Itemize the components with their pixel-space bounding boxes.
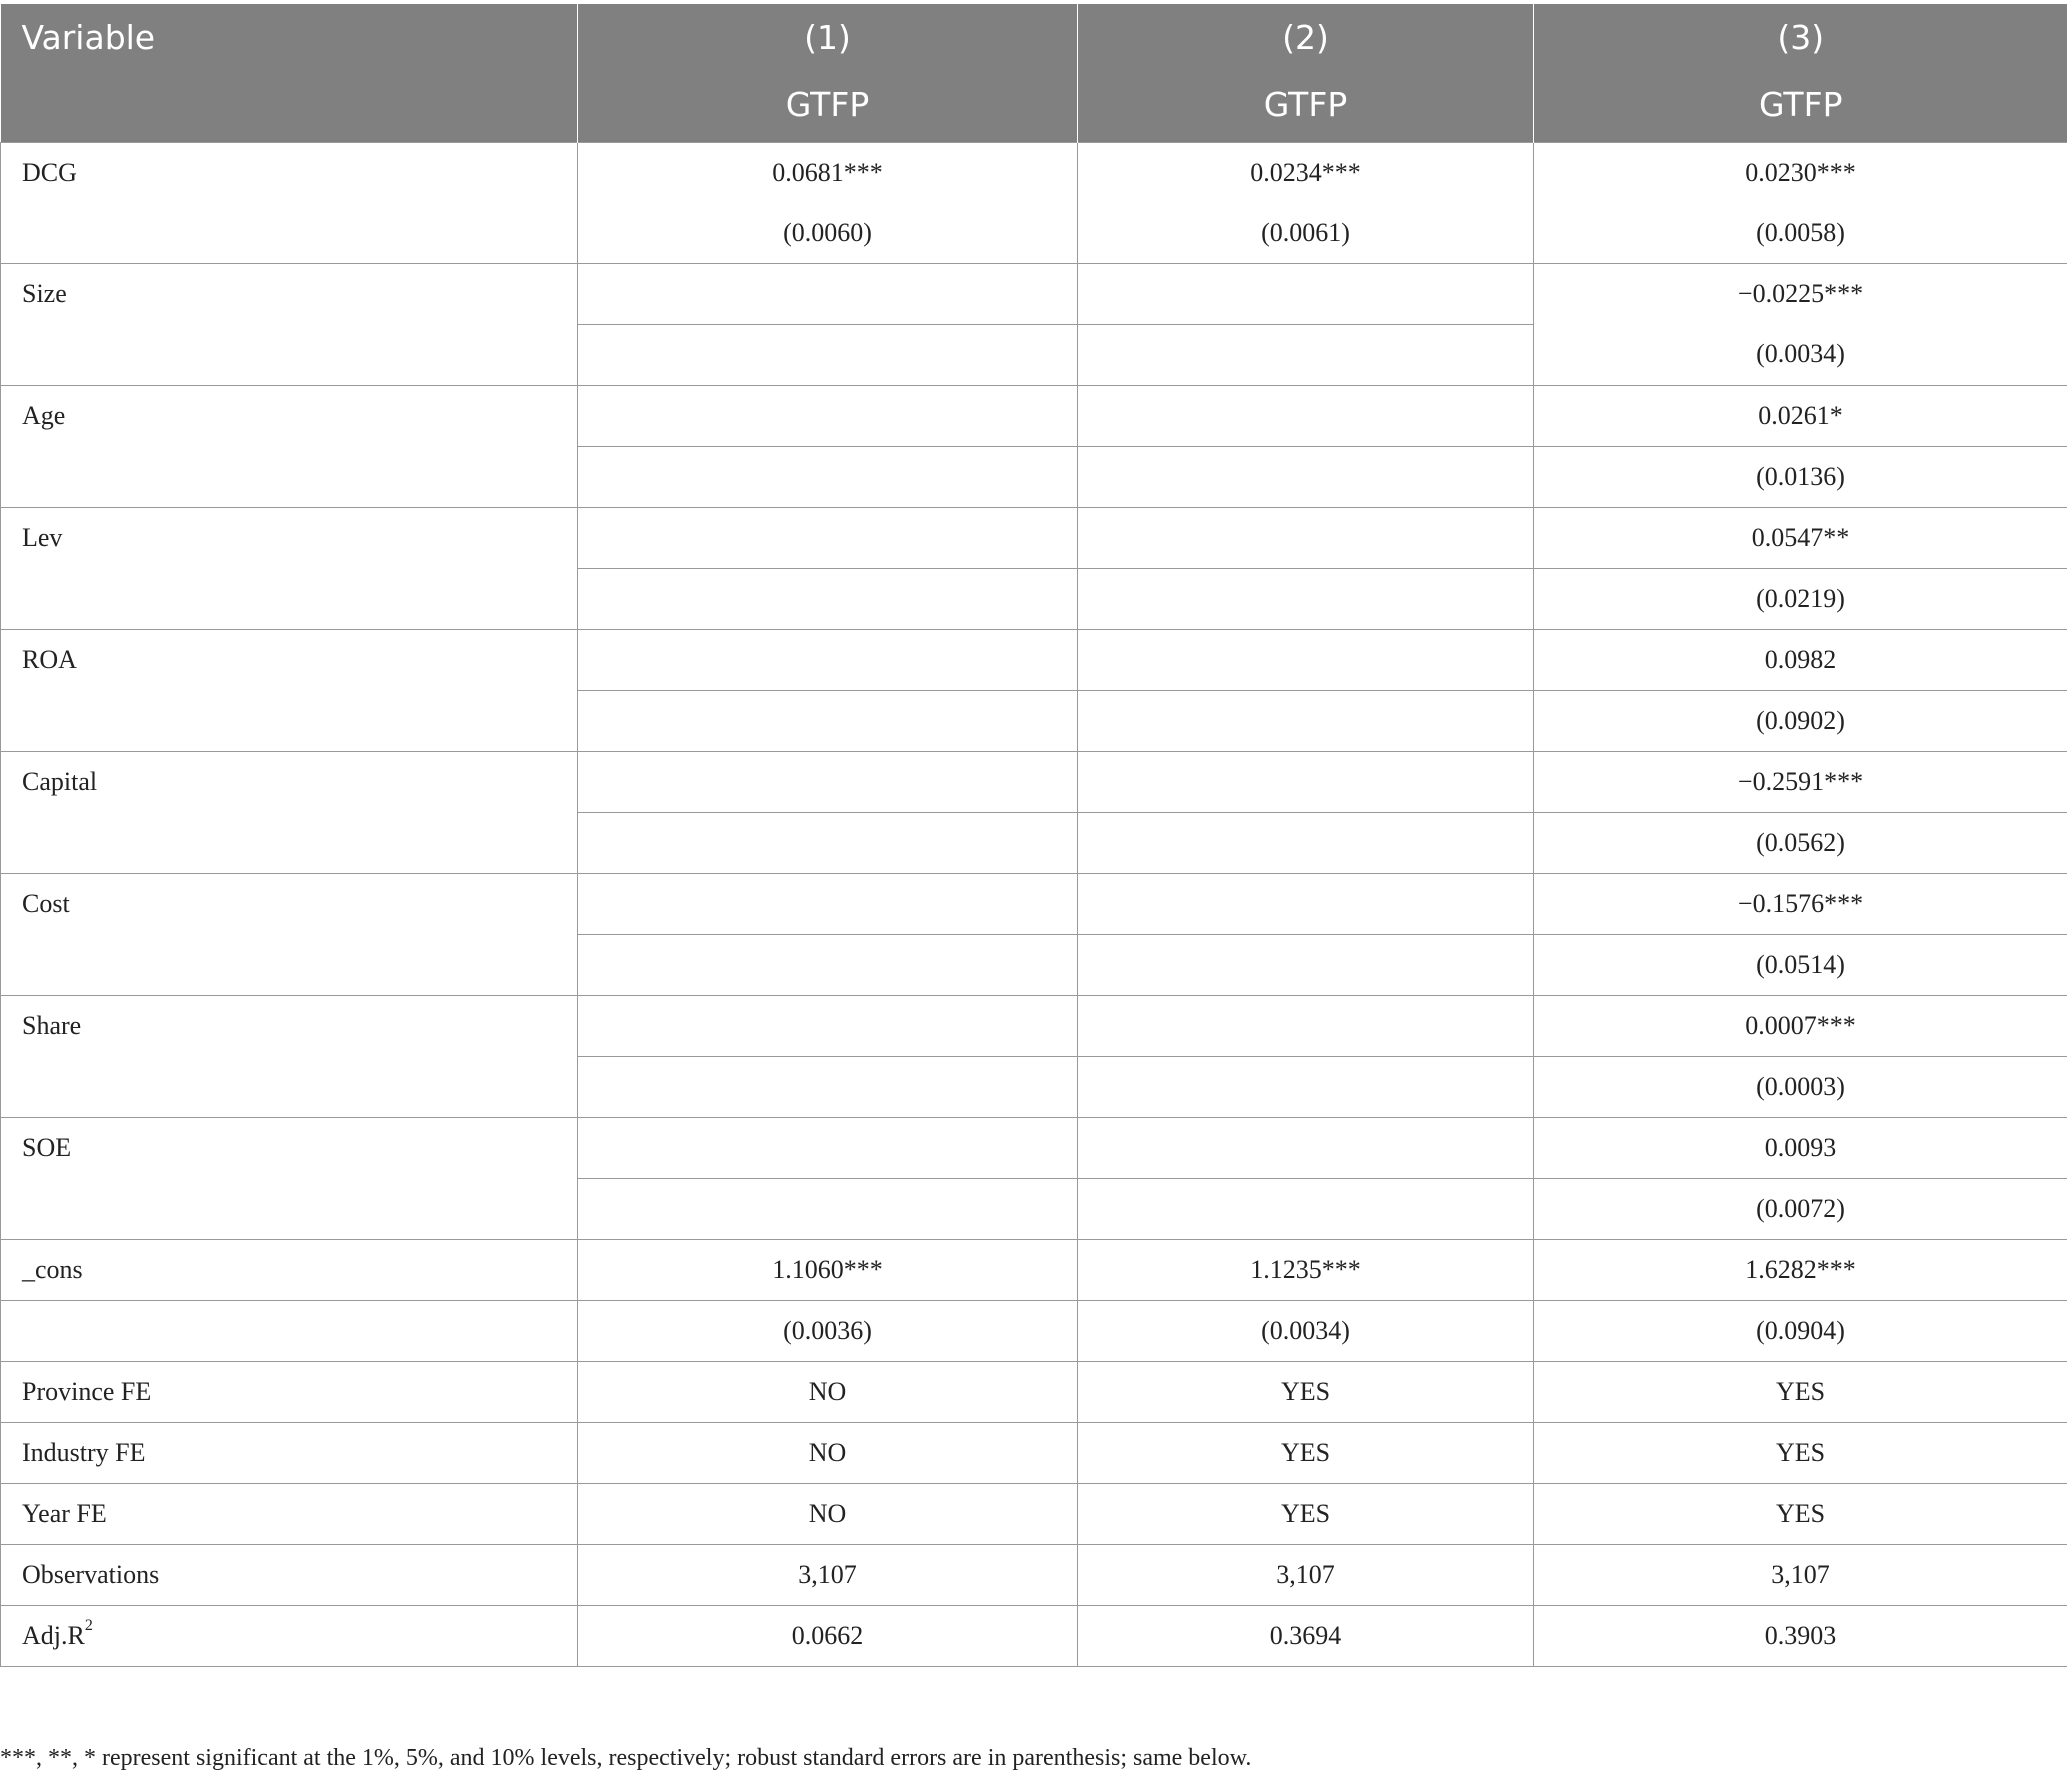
- dcg-coef-1: 0.0681***: [578, 143, 1078, 204]
- soe-coef-3: 0.0093: [1534, 1118, 2067, 1179]
- table-row-capital: [1, 752, 2067, 813]
- table-header: [1, 4, 2067, 143]
- capital-coef-2: [1078, 752, 1534, 813]
- cons-se-2: (0.0034): [1078, 1301, 1534, 1362]
- age-coef-1: [578, 386, 1078, 447]
- size-cell-3: [1534, 264, 2067, 386]
- age-coef-3: 0.0261*: [1534, 386, 2067, 447]
- table-row-adj-r2: [1, 1606, 2067, 1667]
- soe-coef-1: [578, 1118, 1078, 1179]
- size-se-1: [578, 325, 1078, 386]
- province-fe-2: YES: [1078, 1362, 1534, 1423]
- header-col-3-number: (3): [1777, 18, 1825, 57]
- dcg-se-3: (0.0058): [1534, 203, 2067, 264]
- lev-coef-3: 0.0547**: [1534, 508, 2067, 569]
- header-col-1-number: (1): [804, 18, 851, 57]
- row-label-year-fe: Year FE: [1, 1484, 578, 1545]
- industry-fe-1: NO: [578, 1423, 1078, 1484]
- header-col-1-dep: GTFP: [785, 85, 870, 124]
- age-coef-2: [1078, 386, 1534, 447]
- size-se-2: [1078, 325, 1534, 386]
- share-se-3: (0.0003): [1534, 1057, 2067, 1118]
- cost-coef-2: [1078, 874, 1534, 935]
- row-label-soe: SOE: [1, 1118, 578, 1240]
- row-label-industry-fe: Industry FE: [1, 1423, 578, 1484]
- cost-coef-3: −0.1576***: [1534, 874, 2067, 935]
- roa-se-3: (0.0902): [1534, 691, 2067, 752]
- regression-table: [0, 4, 2067, 1667]
- adj-r2-3: 0.3903: [1534, 1606, 2067, 1667]
- lev-coef-2: [1078, 508, 1534, 569]
- header-col-2-dep: GTFP: [1263, 85, 1348, 124]
- dcg-coef-3: 0.0230***: [1534, 143, 2067, 204]
- cost-se-1: [578, 935, 1078, 996]
- row-label-province-fe: Province FE: [1, 1362, 578, 1423]
- row-label-capital: Capital: [1, 752, 578, 874]
- cost-coef-1: [578, 874, 1078, 935]
- table-footnote: ***, **, * represent significant at the 1%, 5%, and 10% levels, respectively; robust standard errors are in parenthesis; same below.: [0, 1745, 1252, 1771]
- soe-se-3: (0.0072): [1534, 1179, 2067, 1240]
- lev-se-3: (0.0219): [1534, 569, 2067, 630]
- header-variable-label: Variable: [21, 18, 156, 57]
- table-row-year-fe: [1, 1484, 2067, 1545]
- dcg-se-2: (0.0061): [1078, 203, 1534, 264]
- size-coef-1: [578, 264, 1078, 325]
- age-se-3: (0.0136): [1534, 447, 2067, 508]
- row-label-cons: _cons: [1, 1240, 578, 1301]
- year-fe-2: YES: [1078, 1484, 1534, 1545]
- province-fe-1: NO: [578, 1362, 1078, 1423]
- roa-coef-1: [578, 630, 1078, 691]
- header-col-3: [1534, 4, 2067, 143]
- capital-se-3: (0.0562): [1534, 813, 2067, 874]
- soe-se-1: [578, 1179, 1078, 1240]
- size-se-3: (0.0034): [1756, 339, 1845, 368]
- age-se-1: [578, 447, 1078, 508]
- lev-se-1: [578, 569, 1078, 630]
- adj-r2-2: 0.3694: [1078, 1606, 1534, 1667]
- roa-se-1: [578, 691, 1078, 752]
- row-label-size: Size: [1, 264, 578, 386]
- row-label-cons-se: [1, 1301, 578, 1362]
- year-fe-3: YES: [1534, 1484, 2067, 1545]
- capital-se-1: [578, 813, 1078, 874]
- header-row: [1, 4, 2067, 143]
- table-row-size: [1, 264, 2067, 325]
- roa-se-2: [1078, 691, 1534, 752]
- share-se-2: [1078, 1057, 1534, 1118]
- table-row-observations: [1, 1545, 2067, 1606]
- table-row-cost: [1, 874, 2067, 935]
- cost-se-3: (0.0514): [1534, 935, 2067, 996]
- roa-coef-3: 0.0982: [1534, 630, 2067, 691]
- table-row-share: [1, 996, 2067, 1057]
- cons-coef-3: 1.6282***: [1534, 1240, 2067, 1301]
- share-se-1: [578, 1057, 1078, 1118]
- age-se-2: [1078, 447, 1534, 508]
- share-coef-2: [1078, 996, 1534, 1057]
- table-row-cons-se: [1, 1301, 2067, 1362]
- adj-r2-1: 0.0662: [578, 1606, 1078, 1667]
- row-label-adj-r2: [1, 1606, 578, 1667]
- header-col-2-number: (2): [1282, 18, 1329, 57]
- table-row-cons: [1, 1240, 2067, 1301]
- header-col-2: [1078, 4, 1534, 143]
- cons-se-1: (0.0036): [578, 1301, 1078, 1362]
- cost-se-2: [1078, 935, 1534, 996]
- industry-fe-3: YES: [1534, 1423, 2067, 1484]
- table-row-industry-fe: [1, 1423, 2067, 1484]
- table-body: [1, 143, 2067, 1667]
- table-row-province-fe: [1, 1362, 2067, 1423]
- table-row-soe: [1, 1118, 2067, 1179]
- cons-coef-2: 1.1235***: [1078, 1240, 1534, 1301]
- row-label-share: Share: [1, 996, 578, 1118]
- roa-coef-2: [1078, 630, 1534, 691]
- row-label-age: Age: [1, 386, 578, 508]
- table-row-dcg: [1, 143, 2067, 204]
- share-coef-3: 0.0007***: [1534, 996, 2067, 1057]
- share-coef-1: [578, 996, 1078, 1057]
- adj-r2-label-base: Adj.R: [22, 1621, 85, 1650]
- row-label-dcg: DCG: [1, 143, 578, 264]
- table-row-lev: [1, 508, 2067, 569]
- dcg-se-1: (0.0060): [578, 203, 1078, 264]
- observations-2: 3,107: [1078, 1545, 1534, 1606]
- industry-fe-2: YES: [1078, 1423, 1534, 1484]
- soe-se-2: [1078, 1179, 1534, 1240]
- soe-coef-2: [1078, 1118, 1534, 1179]
- row-label-roa: ROA: [1, 630, 578, 752]
- header-variable: [1, 4, 578, 143]
- size-coef-2: [1078, 264, 1534, 325]
- capital-se-2: [1078, 813, 1534, 874]
- province-fe-3: YES: [1534, 1362, 2067, 1423]
- header-col-3-dep: GTFP: [1759, 85, 1843, 124]
- row-label-lev: Lev: [1, 508, 578, 630]
- capital-coef-3: −0.2591***: [1534, 752, 2067, 813]
- year-fe-1: NO: [578, 1484, 1078, 1545]
- row-label-cost: Cost: [1, 874, 578, 996]
- dcg-coef-2: 0.0234***: [1078, 143, 1534, 204]
- row-label-observations: Observations: [1, 1545, 578, 1606]
- lev-coef-1: [578, 508, 1078, 569]
- cons-se-3: (0.0904): [1534, 1301, 2067, 1362]
- regression-table-container: [0, 4, 2067, 1667]
- observations-3: 3,107: [1534, 1545, 2067, 1606]
- header-col-1: [578, 4, 1078, 143]
- cons-coef-1: 1.1060***: [578, 1240, 1078, 1301]
- adj-r2-label-sup: 2: [84, 1617, 93, 1634]
- size-coef-3: −0.0225***: [1737, 279, 1864, 308]
- lev-se-2: [1078, 569, 1534, 630]
- table-row-roa: [1, 630, 2067, 691]
- table-row-age: [1, 386, 2067, 447]
- observations-1: 3,107: [578, 1545, 1078, 1606]
- capital-coef-1: [578, 752, 1078, 813]
